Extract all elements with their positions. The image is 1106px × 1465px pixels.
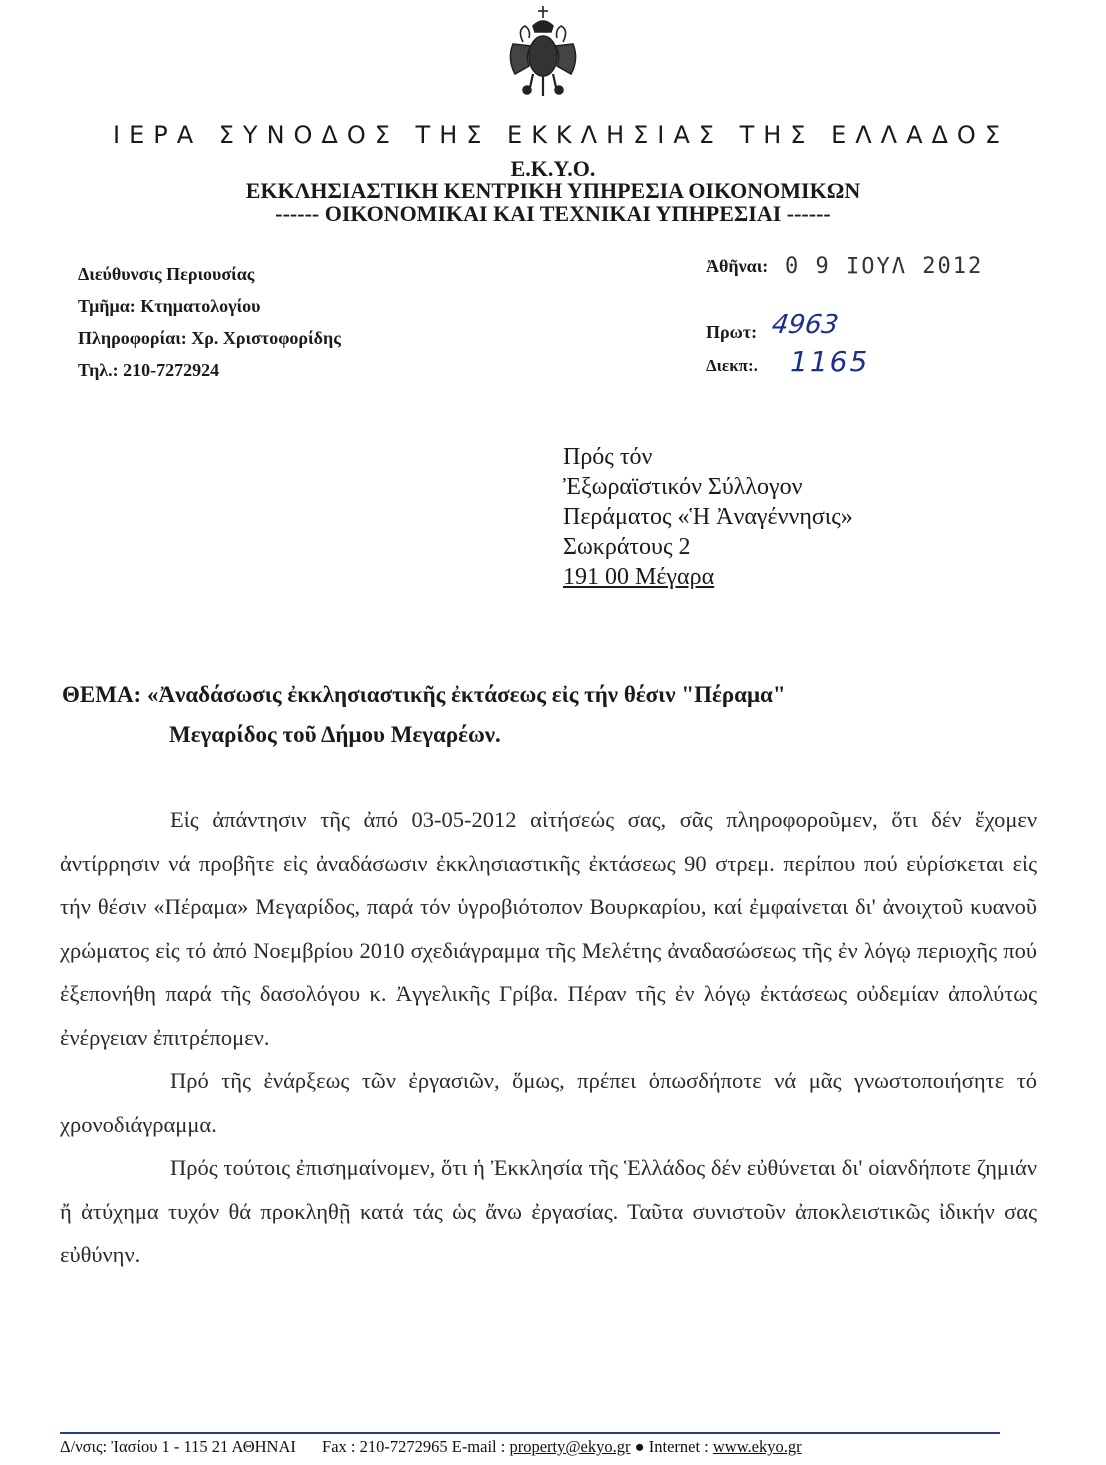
- double-headed-eagle-emblem-icon: [503, 4, 583, 102]
- protocol-number-handwritten: 4963: [769, 310, 841, 340]
- bullet-icon: ●: [634, 1437, 645, 1456]
- sender-block: [78, 258, 341, 386]
- sender-directorate: Διεύθυνσις Περιουσίας: [78, 264, 255, 284]
- sender-phone: Τηλ.: 210-7272924: [78, 360, 220, 380]
- footer-website-link[interactable]: www.ekyo.gr: [712, 1437, 802, 1456]
- subject-line-2: Μεγαρίδος τοῦ Δήμου Μεγαρέων.: [169, 722, 501, 747]
- footer-contact: [60, 1437, 802, 1457]
- sender-section: Τμῆμα: Κτηματολογίου: [78, 296, 261, 316]
- footer-internet-label: Internet :: [648, 1437, 709, 1456]
- footer-fax: Fax : 210-7272965: [322, 1437, 448, 1456]
- subject-block: [62, 675, 786, 755]
- body-paragraph-2: Πρό τῆς ἐνάρξεως τῶν ἐργασιῶν, ὅμως, πρέπει ὁπωσδήποτε νά μᾶς γνωστοποιήσητε τό χρονοδιάγραμμα.: [60, 1068, 1037, 1137]
- body-paragraph-1: Εἰς ἀπάντησιν τῆς ἀπό 03-05-2012 αἰτήσεώς σας, σᾶς πληροφοροῦμεν, ὅτι δέν ἔχομεν ἀντίρρησιν νά προβῆτε εἰς ἀναδάσωσιν ἐκκλησιαστικῆς ἐκτάσεως 90 στρεμ. περίπου πού εὑρίσκεται εἰς τήν θέσιν «Πέραμα» Μεγαρίδος, παρά τόν ὑγροβιότοπον Βουρκαρίου, καί ἐμφαίνεται δι' ἀνοιχτοῦ κυανοῦ χρώματος εἰς τό ἀπό Νοεμβρίου 2010 σχεδιάγραμμα τῆς Μελέτης ἀναδασώσεως τῆς ἐν λόγῳ περιοχῆς πού ἐξεπονήθη παρά τῆς δασολόγου κ. Ἀγγελικῆς Γρίβα. Πέραν τῆς ἐν λόγῳ ἐκτάσεως οὐδεμίαν ἀπολύτως ἐνέργειαν ἐπιτρέπομεν.: [60, 807, 1037, 1050]
- recipient-address: [563, 442, 853, 592]
- protocol-label: Πρωτ:: [706, 322, 758, 342]
- organization-name: ΙΕΡΑ ΣΥΝΟΔΟΣ ΤΗΣ ΕΚΚΛΗΣΙΑΣ ΤΗΣ ΕΛΛΑΔΟΣ: [113, 121, 1009, 149]
- date-label: Ἀθῆναι:: [706, 256, 769, 276]
- recipient-line: Σωκράτους 2: [563, 534, 691, 560]
- subject-line-1: ΘΕΜΑ: «Ἀναδάσωσις ἐκκλησιαστικῆς ἐκτάσεως εἰς τήν θέσιν "Πέραμα": [62, 682, 786, 707]
- organization-abbreviation: Ε.Κ.Υ.Ο.: [510, 156, 596, 181]
- diekp-number-handwritten: 1165: [790, 345, 870, 378]
- footer-email-label: E-mail :: [451, 1437, 506, 1456]
- recipient-line: Πρός τόν: [563, 444, 653, 470]
- diekp-label: Διεκπ:.: [706, 356, 758, 375]
- footer-email-link[interactable]: property@ekyo.gr: [509, 1437, 631, 1456]
- recipient-line: Περάματος «Ἡ Ἀναγέννησις»: [563, 504, 853, 530]
- sub-department-name: ------ ΟΙΚΟΝΟΜΙΚΑΙ ΚΑΙ ΤΕΧΝΙΚΑΙ ΥΠΗΡΕΣΙΑΙ ------: [275, 201, 831, 226]
- date-stamp: 0 9 ΙΟΥΛ 2012: [785, 254, 984, 279]
- department-name: ΕΚΚΛΗΣΙΑΣΤΙΚΗ ΚΕΝΤΡΙΚΗ ΥΠΗΡΕΣΙΑ ΟΙΚΟΝΟΜΙΚΩΝ: [245, 178, 861, 203]
- footer-address: Δ/νσις: Ἰασίου 1 - 115 21 ΑΘΗΝΑΙ: [60, 1437, 296, 1456]
- recipient-postcode-city: 191 00 Μέγαρα: [563, 564, 715, 590]
- sender-info: Πληροφορίαι: Χρ. Χριστοφορίδης: [78, 328, 341, 348]
- letter-body: [60, 798, 1037, 1277]
- footer-divider: [60, 1432, 1000, 1434]
- recipient-line: Ἐξωραϊστικόν Σύλλογον: [563, 474, 803, 500]
- body-paragraph-3: Πρός τούτοις ἐπισημαίνομεν, ὅτι ἡ Ἐκκλησία τῆς Ἑλλάδος δέν εὐθύνεται δι' οἱανδήποτε ζημιάν ἤ ἀτύχημα τυχόν θά προκληθῇ κατά τάς ὡς ἄνω ἐργασίας. Ταῦτα συνιστοῦν ἀποκλειστικῶς ἰδικήν σας εὐθύνην.: [60, 1155, 1037, 1267]
